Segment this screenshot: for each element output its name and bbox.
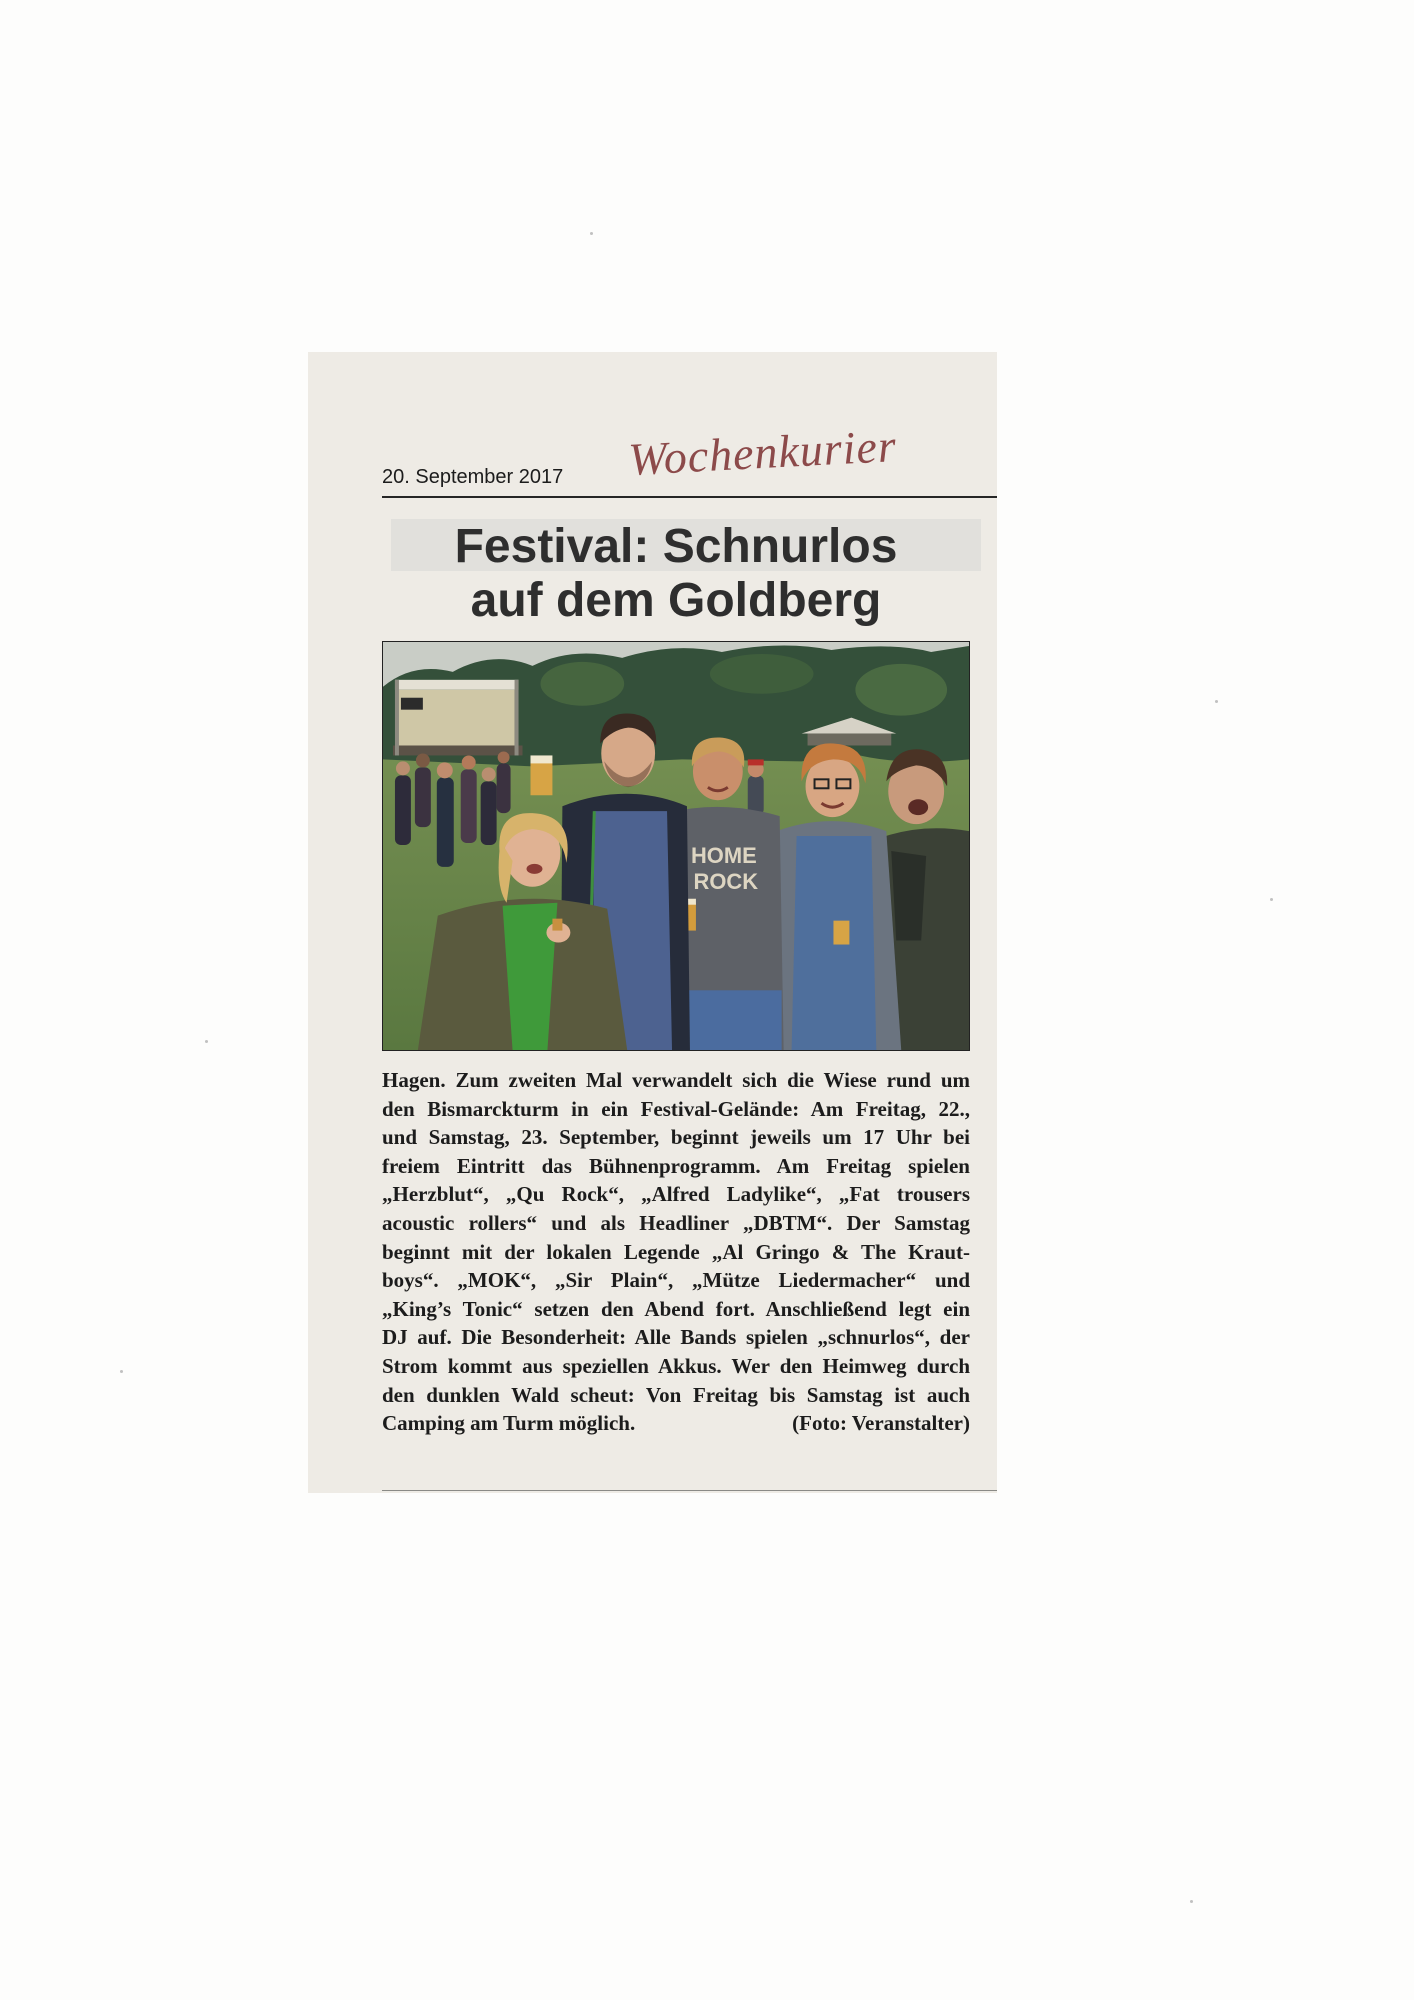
photo-credit: (Foto: Veranstalter)	[792, 1411, 970, 1436]
body-line: „Herzblut“, „Qu Rock“, „Alfred Ladylike“, „Fat trousers	[382, 1182, 970, 1207]
body-line: den Bismarckturm in ein Festival-Gelände: Am Freitag, 22.,	[382, 1096, 970, 1121]
scan-speck	[1270, 898, 1273, 901]
snack	[552, 919, 562, 931]
beer-glass-raised	[530, 755, 552, 795]
crowd-head	[396, 761, 410, 775]
stage	[393, 680, 523, 756]
scan-speck	[1215, 700, 1218, 703]
newspaper-clipping	[308, 352, 997, 1493]
body-line: Hagen. Zum zweiten Mal verwandelt sich die Wiese rund um	[382, 1068, 970, 1092]
crowd-head	[462, 755, 476, 769]
shirt-print: ROCK	[693, 868, 759, 894]
beer-foam	[530, 755, 552, 763]
headline	[382, 520, 970, 628]
stage-pole	[395, 680, 399, 756]
tree-highlight	[855, 664, 947, 716]
open-mouth	[527, 864, 543, 874]
body-line: und Samstag, 23. September, beginnt jeweils um 17 Uhr bei	[382, 1125, 970, 1150]
crowd-person	[461, 769, 477, 843]
shirt-print: HOME	[690, 842, 757, 868]
body-line: acoustic rollers“ und als Headliner „DBTM“. Der Samstag	[382, 1210, 970, 1235]
body-line: freiem Eintritt das Bühnenprogramm. Am Freitag spielen	[382, 1153, 970, 1178]
tree-highlight	[710, 654, 814, 694]
crowd-head	[498, 751, 510, 763]
body-line: Strom kommt aus speziellen Akkus. Wer den Heimweg durch	[382, 1353, 970, 1378]
header-rule	[382, 496, 997, 498]
crowd-person	[497, 763, 511, 813]
red-cap	[748, 759, 764, 765]
body-last-line	[382, 1409, 970, 1438]
festival-photo	[383, 642, 969, 1050]
scan-speck	[1190, 1900, 1193, 1903]
stage-pole	[515, 680, 519, 756]
body-line: boys“. „MOK“, „Sir Plain“, „Mütze Liedermacher“ und	[382, 1268, 970, 1293]
article-photo	[382, 641, 970, 1051]
beer-glass	[833, 921, 849, 945]
headline-line-1: Festival: Schnurlos	[454, 520, 898, 573]
crowd-head	[416, 753, 430, 767]
publication-date: 20. September 2017	[382, 466, 564, 488]
dark-shirt	[891, 851, 926, 941]
tree-highlight	[540, 662, 624, 706]
scan-speck	[590, 232, 593, 235]
crowd-person	[481, 781, 497, 845]
beer	[530, 761, 552, 795]
open-mouth	[908, 799, 928, 815]
crowd-person	[415, 767, 431, 827]
article-body	[382, 1066, 970, 1438]
scan-speck	[205, 1040, 208, 1043]
body-line: DJ auf. Die Besonderheit: Alle Bands spielen „schnurlos“, der	[382, 1325, 970, 1350]
handwritten-source-note: Wochenkurier	[627, 420, 898, 486]
crowd-person	[748, 775, 764, 815]
stage-banner	[401, 698, 423, 710]
body-line: „King’s Tonic“ setzen den Abend fort. Anschließend legt ein	[382, 1296, 970, 1321]
crowd-head	[482, 767, 496, 781]
body-line-end: Camping am Turm möglich.	[382, 1411, 636, 1436]
bottom-edge-rule	[382, 1490, 997, 1491]
scan-speck	[120, 1370, 123, 1373]
stage-truss	[395, 680, 519, 690]
crowd-person	[395, 775, 411, 845]
body-line: beginnt mit der lokalen Legende „Al Gringo & The Kraut-	[382, 1239, 970, 1264]
headline-line-2: auf dem Goldberg	[470, 574, 882, 627]
tent-base	[808, 734, 892, 746]
crowd-head	[437, 762, 453, 778]
crowd-person	[437, 777, 454, 867]
body-line: den dunklen Wald scheut: Von Freitag bis Samstag ist auch	[382, 1382, 970, 1407]
